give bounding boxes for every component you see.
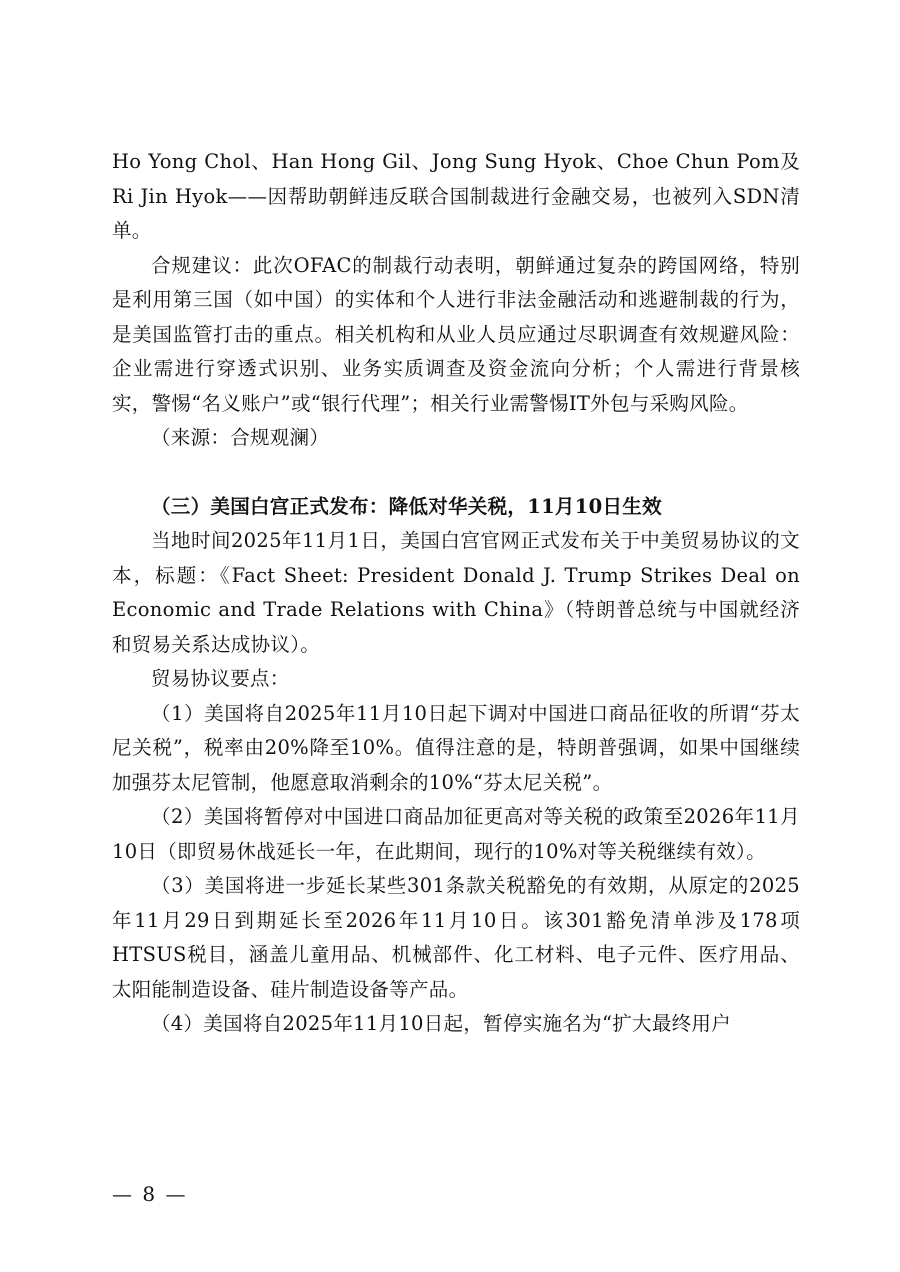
- list-item-point-4: （4）美国将自2025年11月10日起，暂停实施名为“扩大最终用户: [151, 1012, 732, 1035]
- paragraph-compliance-advice: 合规建议：此次OFAC的制裁行动表明，朝鲜通过复杂的跨国网络，特别是利用第三国（如中国）的实体和个人进行非法金融活动和逃避制裁的行为，是美国监管打击的重点。相关机构和从业人员应通过尽职调查有效规避风险：企业需进行穿透式识别、业务实质调查及资金流向分析；个人需进行背景核实，警惕“名义账户”或“银行代理”；相关行业需警惕IT外包与采购风险。: [112, 253, 800, 415]
- page-number: — 8 —: [112, 1182, 188, 1206]
- paragraph-announcement: 当地时间2025年11月1日，美国白宫官网正式发布关于中美贸易协议的文本，标题：《Fact Sheet: President Donald J. Trump Strikes Deal on Economic and Trade Relations with China》（特朗普总统与中国就经济和贸易关系达成协议）。: [112, 529, 800, 656]
- list-item-point-1: （1）美国将自2025年11月10日起下调对中国进口商品征收的所谓“芬太尼关税”，税率由20%降至10%。值得注意的是，特朗普强调，如果中国继续加强芬太尼管制，他愿意取消剩余的10%“芬太尼关税”。: [112, 701, 800, 794]
- list-item-point-3: （3）美国将进一步延长某些301条款关税豁免的有效期，从原定的2025年11月29日到期延长至2026年11月10日。该301豁免清单涉及178项HTSUS税目，涵盖儿童用品、机械部件、化工材料、电子元件、医疗用品、太阳能制造设备、硅片制造设备等产品。: [112, 874, 800, 1001]
- paragraph-key-points-label: 贸易协议要点：: [151, 667, 290, 690]
- paragraph-continuation: Ho Yong Chol、Han Hong Gil、Jong Sung Hyok、Choe Chun Pom及Ri Jin Hyok——因帮助朝鲜违反联合国制裁进行金融交易，也被列入SDN清单。: [112, 150, 800, 242]
- list-item-point-2: （2）美国将暂停对中国进口商品加征更高对等关税的政策至2026年11月10日（即贸易休战延长一年，在此期间，现行的10%对等关税继续有效）。: [112, 805, 800, 863]
- paragraph-source: （来源：合规观澜）: [151, 426, 330, 449]
- document-body: [112, 145, 800, 1042]
- section-heading: （三）美国白宫正式发布：降低对华关税，11月10日生效: [151, 494, 662, 518]
